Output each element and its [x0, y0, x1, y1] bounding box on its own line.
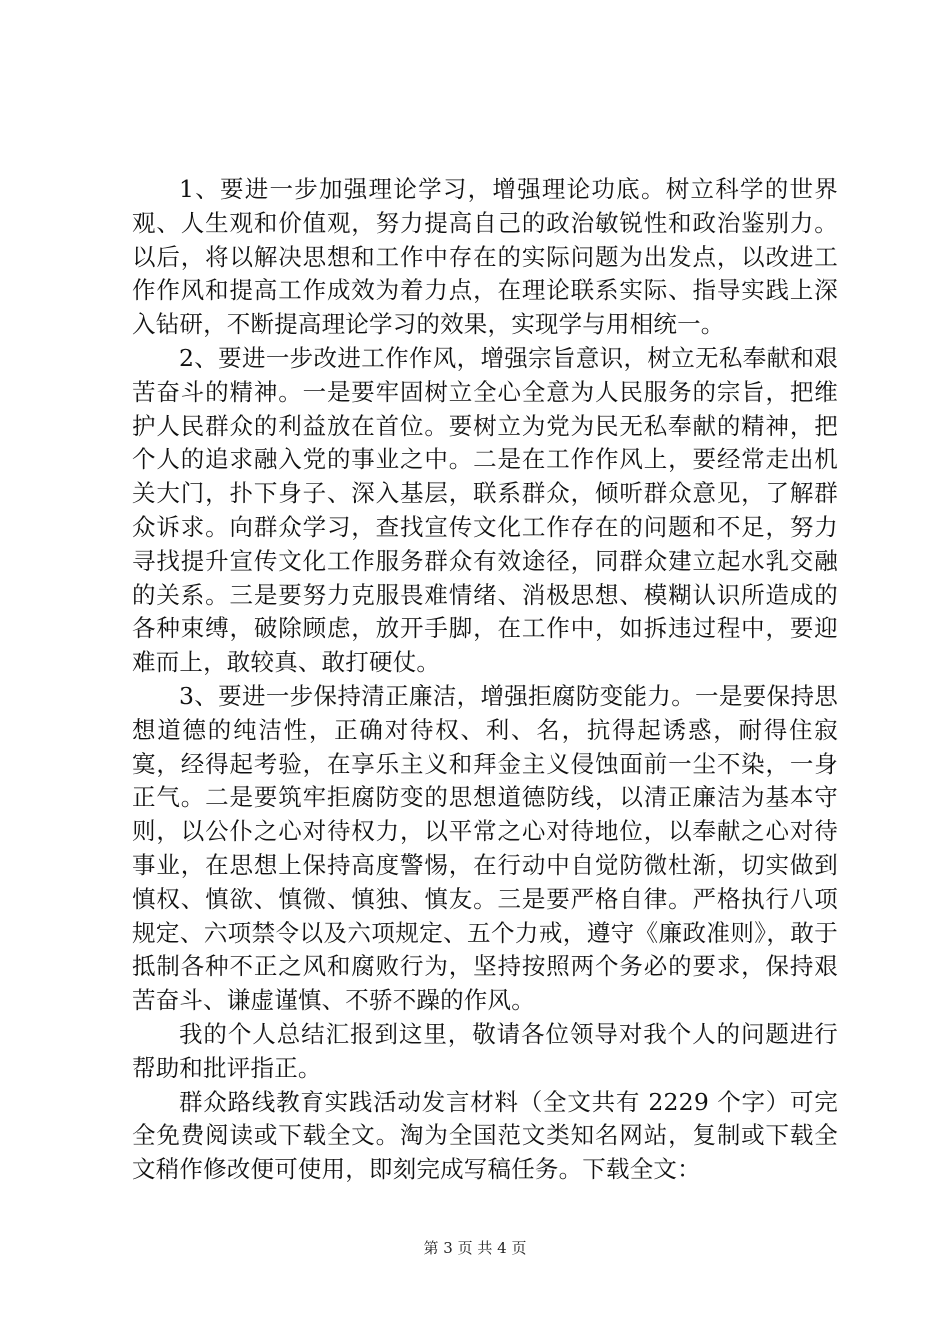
paragraph-download-note: 群众路线教育实践活动发言材料（全文共有 2229 个字）可完全免费阅读或下载全文。淘为全国范文类知名网站，复制或下载全文稍作修改便可使用，即刻完成写稿任务。下载全文： [132, 1087, 838, 1184]
document-body [132, 173, 838, 1187]
page-number-footer: 第 3 页 共 4 页 [423, 1239, 527, 1257]
paragraph-point-2: 2、要进一步改进工作作风，增强宗旨意识，树立无私奉献和艰苦奋斗的精神。一是要牢固树立全心全意为人民服务的宗旨，把维护人民群众的利益放在首位。要树立为党为民无私奉献的精神，把个人的追求融入党的事业之中。二是在工作作风上，要经常走出机关大门，扑下身子、深入基层，联系群众，倾听群众意见，了解群众诉求。向群众学习，查找宣传文化工作存在的问题和不足，努力寻找提升宣传文化工作服务群众有效途径，同群众建立起水乳交融的关系。三是要努力克服畏难情绪、消极思想、模糊认识所造成的各种束缚，破除顾虑，放开手脚，在工作中，如拆违过程中，要迎难而上，敢较真、敢打硬仗。 [132, 343, 838, 677]
paragraph-point-1: 1、要进一步加强理论学习，增强理论功底。树立科学的世界观、人生观和价值观，努力提高自己的政治敏锐性和政治鉴别力。以后，将以解决思想和工作中存在的实际问题为出发点，以改进工作作风和提高工作成效为着力点，在理论联系实际、指导实践上深入钻研，不断提高理论学习的效果，实现学与用相统一。 [132, 175, 838, 339]
paragraph-closing: 我的个人总结汇报到这里，敬请各位领导对我个人的问题进行帮助和批评指正。 [132, 1019, 838, 1082]
paragraph-point-3: 3、要进一步保持清正廉洁，增强拒腐防变能力。一是要保持思想道德的纯洁性，正确对待权、利、名，抗得起诱惑，耐得住寂寞，经得起考验，在享乐主义和拜金主义侵蚀面前一尘不染，一身正气。二是要筑牢拒腐防变的思想道德防线，以清正廉洁为基本守则，以公仆之心对待权力，以平常之心对待地位，以奉献之心对待事业，在思想上保持高度警惕，在行动中自觉防微杜渐，切实做到慎权、慎欲、慎微、慎独、慎友。三是要严格自律。严格执行八项规定、六项禁令以及六项规定、五个力戒，遵守《廉政准则》，敢于抵制各种不正之风和腐败行为，坚持按照两个务必的要求，保持艰苦奋斗、谦虚谨慎、不骄不躁的作风。 [132, 681, 838, 1015]
